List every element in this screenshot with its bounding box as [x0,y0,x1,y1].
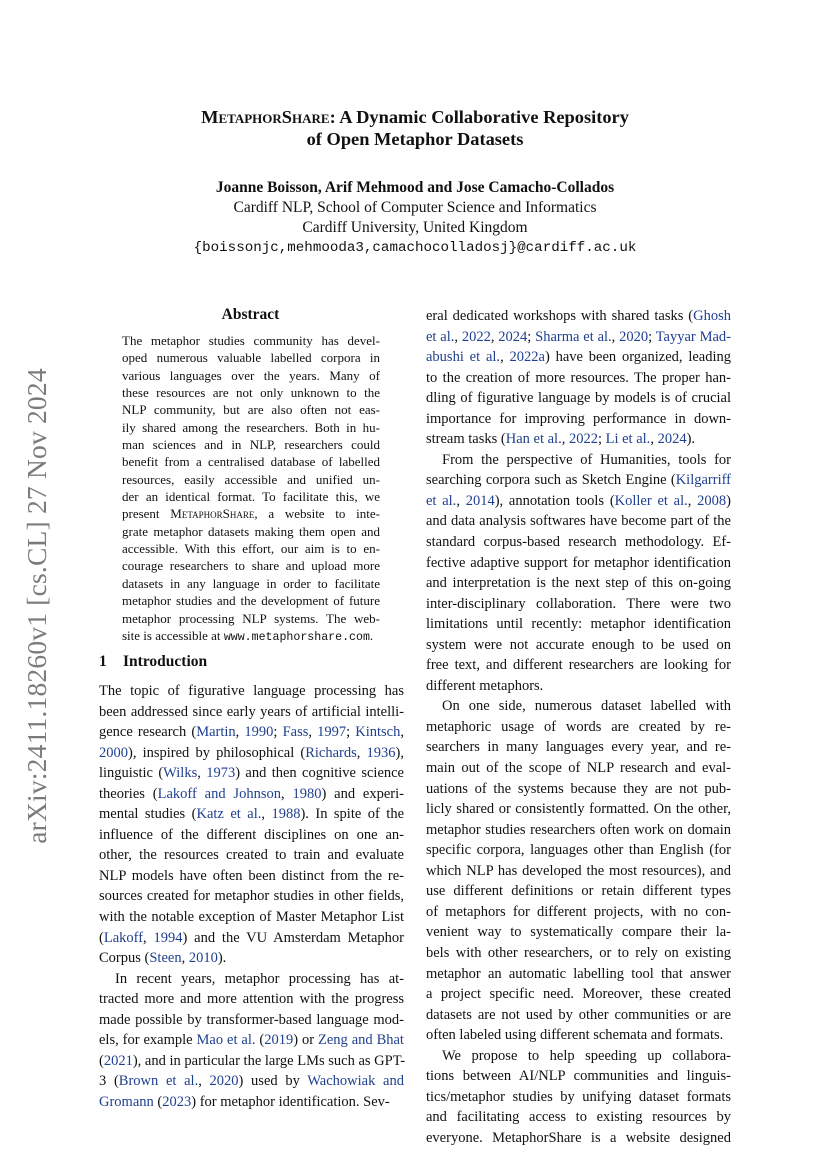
text-run: ), inspired by philosophical ( [128,744,306,761]
text-line [99,907,404,928]
affiliation-1: Cardiff NLP, School of Computer Science and Informatics [233,199,597,216]
citation-link[interactable]: 1973 [206,765,236,782]
text-run: venient way to systematically compare their la- [426,924,731,941]
abstract-line: NLP community, but are also often not eas- [122,402,380,418]
citation-link[interactable]: Fass [282,724,309,741]
text-run: , [650,431,658,448]
text-run: ( [99,929,104,946]
citation-link[interactable]: 2023 [162,1093,192,1110]
abstract-last-post: . [369,627,374,643]
text-run: In recent years, metaphor processing has at- [115,970,404,987]
arxiv-stamp [17,358,57,854]
text-line [426,820,731,841]
text-run: ), annotation tools ( [494,492,615,509]
text-run: dling of figurative language by models is of crucial [426,390,731,407]
text-line [99,989,404,1010]
text-run: other, the resources created to train and evaluate [99,847,404,864]
text-run: ). [686,431,696,448]
text-run: ( [153,1093,163,1110]
text-run: , [400,724,404,741]
text-run: eral dedicated workshops with shared tasks ( [426,308,694,324]
text-run: ; [648,328,656,345]
text-run: made possible by transformer-based language mod- [99,1011,404,1028]
citation-link[interactable]: 2008 [697,492,727,509]
citation-link[interactable]: 2022 [568,431,598,448]
abstract-line [122,627,380,646]
text-run: ). [217,950,227,967]
citation-link[interactable]: 2024 [657,431,687,448]
citation-link[interactable]: Lakoff [103,929,144,946]
abstract-line: metaphor studies and the development of future [122,593,380,609]
text-line [426,470,731,491]
text-line [426,922,731,943]
citation-link[interactable]: Mao et al. [196,1032,256,1049]
text-run: ( [255,1032,265,1049]
section-heading-introduction [99,653,404,671]
text-run: everyone. MetaphorShare is a website designed [426,1129,731,1146]
text-run: , [235,724,245,741]
text-line [426,553,731,574]
text-run: , [308,724,318,741]
abstract-heading: Abstract [221,306,280,323]
text-run: We propose to help speeding up collabora- [442,1047,731,1064]
text-run: NLP models have often been distinct from the re- [99,867,404,884]
citation-link[interactable]: Martin [196,724,236,741]
citation-link[interactable]: 1988 [271,806,301,823]
citation-link[interactable]: 2022 [461,328,491,345]
text-run: , [356,744,367,761]
text-run: and data analysis softwares have become part of the [426,513,731,530]
text-line [426,1046,731,1067]
text-run: ), and in particular the large LMs such as GPT- [132,1052,406,1069]
citation-link[interactable]: 2024 [498,328,528,345]
text-line [426,1066,731,1087]
text-run: importance for improving performance in down- [426,410,731,427]
citation-link[interactable]: Li et al. [605,431,651,448]
text-run: ) for metaphor identification. Sev- [191,1093,390,1110]
text-run: ; [597,431,606,448]
text-line [426,799,731,820]
abstract-line: courage researchers to share and upload more [122,558,380,574]
text-run: of metaphors for different projects, with no con- [426,903,731,920]
title-line-2: of Open Metaphor Datasets [306,129,524,149]
text-run: metaphoric usage of words are created by re- [426,718,731,735]
title-system-name: MetaphorShare [201,107,330,127]
text-run: system were not accurate enough to be used on [426,636,731,653]
text-run: ( [99,1052,104,1069]
text-run: ; [273,724,283,741]
intro-paragraph-2 [99,969,404,1113]
text-line [99,1092,404,1113]
text-line [426,696,731,717]
text-run: with the notable exception of Master Metaphor List [99,909,404,926]
author-block [100,178,730,258]
text-run: influence of the different disciplines on one an- [99,826,404,843]
text-run: standard corpus-based research methodology. Ef- [426,534,731,551]
text-line [426,1128,731,1149]
right-paragraph-humanities [426,450,731,697]
text-line [426,635,731,656]
text-line [99,1030,404,1051]
website-link[interactable]: www.metaphorshare.com [223,630,370,644]
text-run: uations of the systems because they are not pub- [426,780,731,797]
text-run: , [561,431,569,448]
section-title: Introduction [123,653,208,670]
text-line [426,491,731,512]
text-line [426,655,731,676]
text-line [426,327,731,348]
text-run: limitations until recently: metaphor identification [426,616,731,633]
text-run: specific corpora, languages other than English (for [426,842,731,859]
text-run: linguistic ( [99,765,164,782]
text-line [99,969,404,990]
abstract-line-post: , a website to inte- [254,506,380,522]
text-run: stream tasks ( [426,431,506,448]
text-run: , [198,1073,210,1090]
text-run: ) and then cognitive science [235,765,404,782]
right-paragraph-continued [426,306,731,450]
text-run: ), [395,744,404,761]
text-run: , [490,328,499,345]
text-line [99,1051,404,1072]
text-run: and facilitating access to existing resources by [426,1109,731,1126]
text-line [99,804,404,825]
text-line [426,737,731,758]
citation-link[interactable]: 2010 [188,950,218,967]
text-run: fective adaptive support for metaphor identification [426,554,731,571]
citation-link[interactable]: 1990 [244,724,274,741]
abstract-line: The metaphor studies community has devel- [122,333,380,348]
abstract-line: ily shared among the researchers. Both in hu- [122,419,380,435]
abstract-line: benefit from a centralised database of labelled [122,454,380,470]
text-line [426,943,731,964]
text-line [426,984,731,1005]
text-run: mental studies ( [99,806,197,823]
text-run: ) or [293,1032,318,1049]
citation-link[interactable]: Tayyar Mad- [655,328,731,345]
affiliation-2: Cardiff University, United Kingdom [302,219,528,236]
text-line [426,902,731,923]
text-line [426,614,731,635]
abstract-line: grate metaphor datasets making them open and [122,523,380,539]
text-line [426,1107,731,1128]
text-run: The topic of figurative language processing has [99,683,404,699]
citation-link[interactable]: 1980 [292,785,322,802]
text-line [99,722,404,743]
citation-link[interactable]: Ghosh [693,308,731,324]
text-run: , [500,349,510,366]
text-line [99,928,404,949]
citation-link[interactable]: Kintsch [355,724,401,741]
arxiv-stamp-text: arXiv:2411.18260v1 [cs.CL] 27 Nov 2024 [21,368,52,844]
text-line [426,306,731,327]
abstract-line: datasets in any language in order to facilitate [122,575,380,591]
abstract-line: these resources are not only unknown to the [122,385,380,401]
text-line [426,861,731,882]
citation-link[interactable]: 2014 [465,492,495,509]
text-run: metaphor an automatic labelling tool that answer [426,965,731,982]
text-line [426,594,731,615]
text-line [426,1087,731,1108]
paper-title [100,106,730,150]
text-line [426,964,731,985]
text-line [99,743,404,764]
text-line [426,388,731,409]
text-line [426,758,731,779]
citation-link[interactable]: Wachowiak and [307,1073,404,1090]
text-line [426,1025,731,1046]
text-run: free text, and different researchers are looking for [426,657,731,674]
citation-link[interactable]: 1997 [317,724,347,741]
text-run: been addressed since early years of artificial intelli- [99,703,404,720]
abstract-line: man sciences and in NLP, researchers could [122,437,380,453]
text-run: From the perspective of Humanities, tools for [442,451,731,468]
text-run: , [197,765,207,782]
text-run: gence research ( [99,724,197,741]
text-run: , [181,950,189,967]
text-line [426,511,731,532]
citation-link[interactable]: Steen [149,950,182,967]
title-line-1 [100,106,730,128]
text-line [99,886,404,907]
citation-link[interactable]: 1994 [153,929,183,946]
text-line [426,779,731,800]
citation-link[interactable]: 2019 [264,1032,294,1049]
author-emails: {boissonjc,mehmooda3,camachocolladosj}@cardiff.ac.uk [193,240,637,256]
text-line [426,409,731,430]
text-line [99,784,404,805]
text-run: , [611,328,620,345]
text-run: use different definitions or retain different types [426,883,731,900]
citation-link[interactable]: 1936 [366,744,396,761]
text-run: ) have been organized, leading [544,349,732,366]
intro-paragraph-1 [99,681,404,969]
abstract-body [122,332,380,646]
text-line [99,1010,404,1031]
citation-link[interactable]: Katz et al. [196,806,262,823]
right-paragraph-proposal [426,1046,731,1149]
text-line [99,845,404,866]
text-run: sources created for metaphor studies in other fields, [99,888,404,905]
citation-link[interactable]: Richards [305,744,357,761]
abstract-line: various languages over the years. Many of [122,367,380,383]
text-run: , [280,785,293,802]
text-run: , [687,492,698,509]
citation-link[interactable]: Gromann [99,1093,154,1110]
text-line [426,429,731,450]
text-run: , [261,806,272,823]
citation-link[interactable]: 2021 [103,1052,133,1069]
abstract-line: accessible. With this effort, our aim is to en- [122,541,380,557]
text-line [426,1005,731,1026]
text-line [99,948,404,969]
text-line [99,763,404,784]
right-paragraph-one-side [426,696,731,1045]
text-line [99,1071,404,1092]
text-run: ; [527,328,536,345]
abstract-line [122,505,380,522]
abstract-line: oped numerous valuable labelled corpora in [122,350,380,366]
citation-link[interactable]: abushi et al. [426,349,501,366]
text-run: 3 ( [99,1073,119,1090]
text-run: licly shared or consistently formatted. On the other, [426,801,731,818]
citation-link[interactable]: Han et al. [505,431,562,448]
text-line [426,573,731,594]
text-run: theories ( [99,785,158,802]
abstract-line: resources, easily accessible and unified un- [122,471,380,487]
text-line [99,825,404,846]
text-run: ) used by [238,1073,308,1090]
section-number: 1 [99,653,107,670]
text-run: ) [726,492,731,509]
text-run: tics/metaphor studies by unifying dataset formats [426,1088,731,1105]
text-run: , [454,328,462,345]
abstract-last-pre: site is accessible at [122,627,224,643]
text-run: searchers in many languages every year, and re- [426,739,731,756]
text-run: bels with other researchers, or to rely on existing [426,944,731,961]
text-run: ; [346,724,356,741]
text-line [426,840,731,861]
text-run: ). In spite of the [300,806,405,823]
title-line-1-rest: : A Dynamic Collaborative Repository [329,107,629,127]
text-line [99,681,404,702]
text-run: metaphor studies researchers often work on domain [426,821,731,838]
abstract-line-pre: present [122,506,171,522]
text-run: tracted more and more attention with the progress [99,991,404,1008]
text-run: ) and experi- [321,785,404,802]
text-run: a project specific need. Moreover, these created [426,986,731,1003]
text-run: which NLP has developed the most resources), and [426,862,731,879]
text-line [99,866,404,887]
citation-link[interactable]: Kilgarriff [675,472,731,489]
citation-link[interactable]: et al. [426,492,457,509]
citation-link[interactable]: 2022a [509,349,545,366]
citation-link[interactable]: Koller et al. [614,492,688,509]
text-run: ) and the VU Amsterdam Metaphor [182,929,404,946]
text-run: main out of the scope of NLP research and eval- [426,760,731,777]
citation-link[interactable]: et al. [426,328,455,345]
citation-link[interactable]: Lakoff and Johnson [157,785,281,802]
author-names: Joanne Boisson, Arif Mehmood and Jose Camacho-Collados [215,179,615,196]
text-run: and interpretation is the next step of this on-going [426,575,731,592]
citation-link[interactable]: 2020 [619,328,649,345]
citation-link[interactable]: Wilks [163,765,198,782]
text-run: often labeled using different schemata and formats. [426,1027,724,1044]
citation-link[interactable]: Zeng and Bhat [318,1032,404,1049]
text-line [426,532,731,553]
citation-link[interactable]: 2000 [99,744,128,761]
text-run: Corpus ( [99,950,150,967]
abstract-line: metaphor processing NLP systems. The web- [122,610,380,626]
left-column-body [99,681,404,1112]
abstract-line: der an identical format. To facilitate this, we [122,489,380,505]
text-run: inter-disciplinary collaboration. There were two [426,595,731,612]
text-run: , [456,492,466,509]
abstract-system-name: MetaphorShare [170,506,255,522]
citation-link[interactable]: 2020 [209,1073,239,1090]
text-run: tions between AI/NLP communities and linguis- [426,1068,731,1085]
text-run: different metaphors. [426,677,544,694]
text-line [426,717,731,738]
text-line [426,881,731,902]
text-run: to the creation of more resources. The proper han- [426,369,731,386]
citation-link[interactable]: Brown et al. [118,1073,199,1090]
text-run: , [143,929,154,946]
text-run: datasets are not used by other communities or are [426,1006,731,1023]
citation-link[interactable]: Sharma et al. [535,328,612,345]
text-run: On one side, numerous dataset labelled with [442,698,731,715]
text-line [426,368,731,389]
right-column-body [426,306,731,1148]
text-line [99,702,404,723]
text-run: searching corpora such as Sketch Engine ( [426,472,676,489]
text-line [426,347,731,368]
text-line [426,676,731,697]
text-line [426,450,731,471]
text-run: els, for example [99,1032,197,1049]
